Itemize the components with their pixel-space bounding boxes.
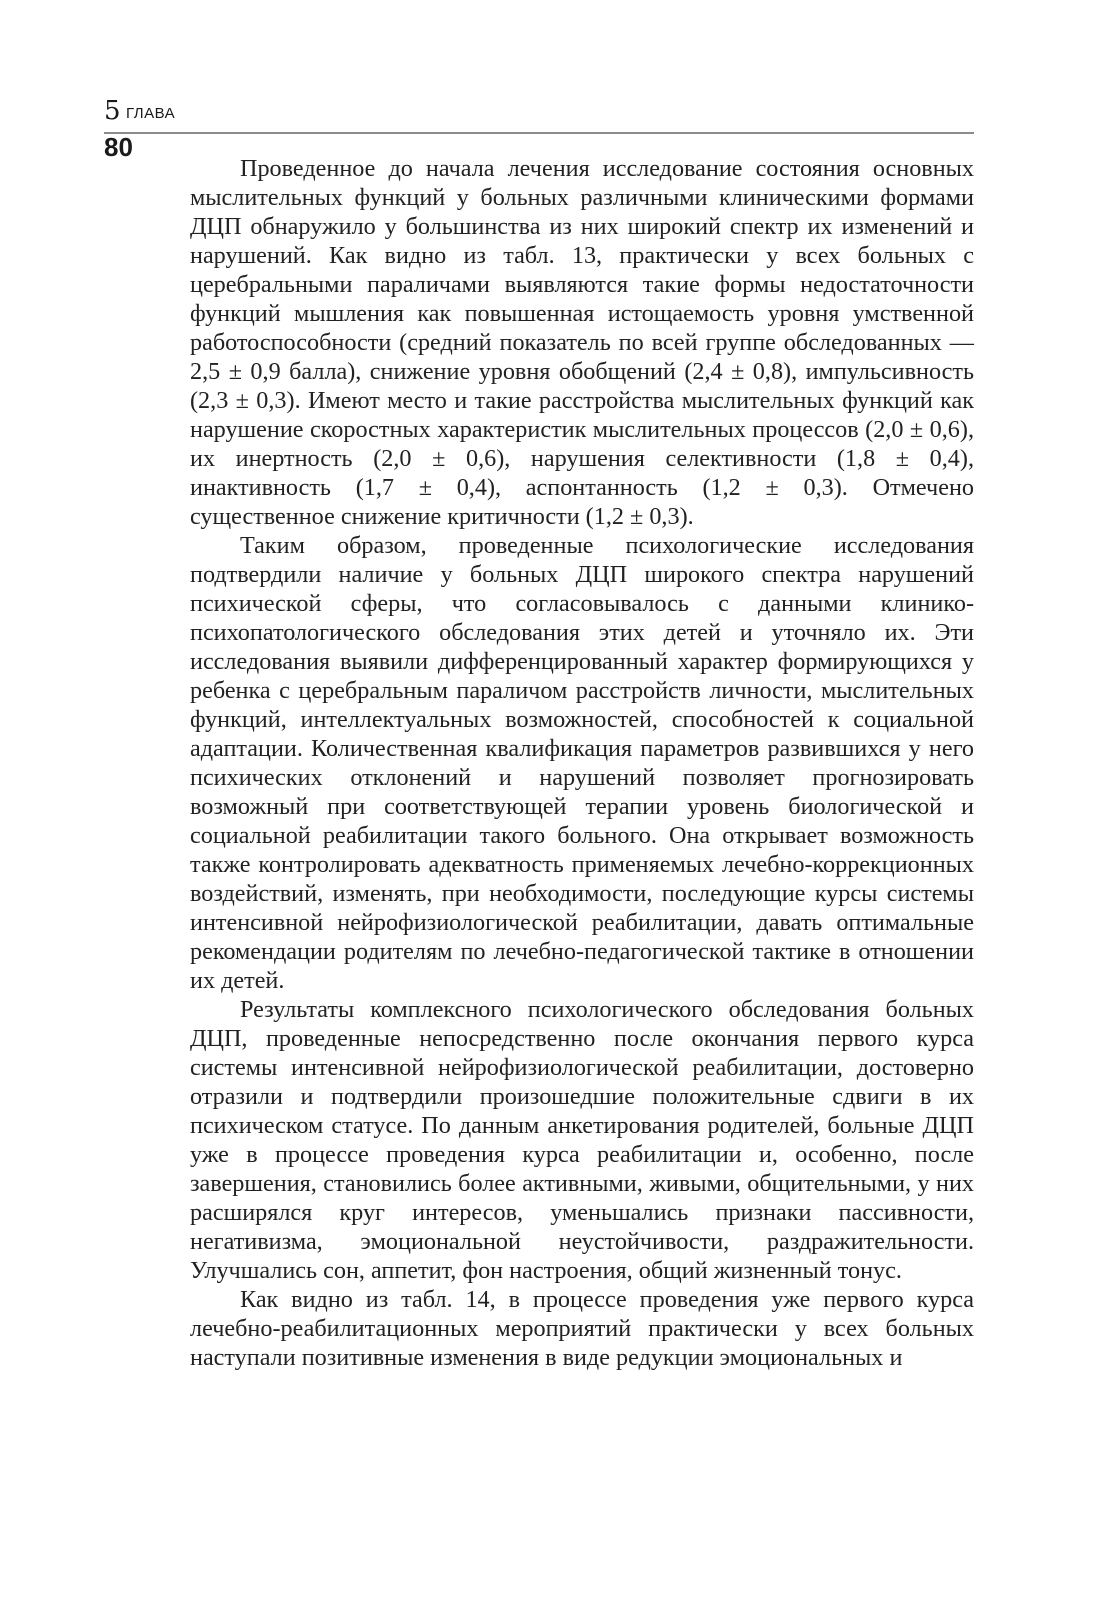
chapter-number: 5 xyxy=(104,96,121,126)
body-text xyxy=(190,154,974,1372)
paragraph: Как видно из табл. 14, в процессе проведения уже первого курса лечебно-реабилитационных мероприятий практически у всех больных наступали позитивные изменения в виде редукции эмоциональных и xyxy=(190,1286,974,1371)
page-number: 80 xyxy=(104,132,133,162)
paragraph: Таким образом, проведенные психологические исследования подтвердили наличие у больных ДЦП широкого спектра нарушений психической сферы, что согласовывалось с данными клинико-психопатологического обследования этих детей и уточняло их. Эти исследования выявили дифференцированный характер формирующихся у ребенка с церебральным параличом расстройств личности, мыслительных функций, интеллектуальных возможностей, способностей к социальной адаптации. Количественная квалификация параметров развившихся у него психических отклонений и нарушений позволяет прогнозировать возможный при соответствующей терапии уровень биологической и социальной реабилитации такого больного. Она открывает возможность также контролировать адекватность применяемых лечебно-коррекционных воздействий, изменять, при необходимости, последующие курсы системы интенсивной нейрофизиологической реабилитации, давать оптимальные рекомендации родителям по лечебно-педагогической тактике в отношении их детей. xyxy=(190,532,974,994)
running-header xyxy=(104,96,974,134)
paragraph: Проведенное до начала лечения исследование состояния основных мыслительных функций у больных различными клиническими формами ДЦП обнаружило у большинства из них широкий спектр их изменений и нарушений. Как видно из табл. 13, практически у всех больных с церебральными параличами выявляются такие формы недостаточности функций мышления как повышенная истощаемость уровня умственной работоспособности (средний показатель по всей группе обследованных — 2,5 ± 0,9 балла), снижение уровня обобщений (2,4 ± 0,8), импульсивность (2,3 ± 0,3). Имеют место и такие расстройства мыслительных функций как нарушение скоростных характеристик мыслительных процессов (2,0 ± 0,6), их инертность (2,0 ± 0,6), нарушения селективности (1,8 ± 0,4), инактивность (1,7 ± 0,4), аспонтанность (1,2 ± 0,3). Отмечено существенное снижение критичности (1,2 ± 0,3). xyxy=(190,155,974,530)
chapter-label: ГЛАВА xyxy=(126,105,176,122)
paragraph: Результаты комплексного психологического обследования больных ДЦП, проведенные непосредственно после окончания первого курса системы интенсивной нейрофизиологической реабилитации, достоверно отразили и подтвердили произошедшие положительные сдвиги в их психическом статусе. По данным анкетирования родителей, больные ДЦП уже в процессе проведения курса реабилитации и, особенно, после завершения, становились более активными, живыми, общительными, у них расширялся круг интересов, уменьшались признаки пассивности, негативизма, эмоциональной неустойчивости, раздражительности. Улучшались сон, аппетит, фон настроения, общий жизненный тонус. xyxy=(190,996,974,1284)
